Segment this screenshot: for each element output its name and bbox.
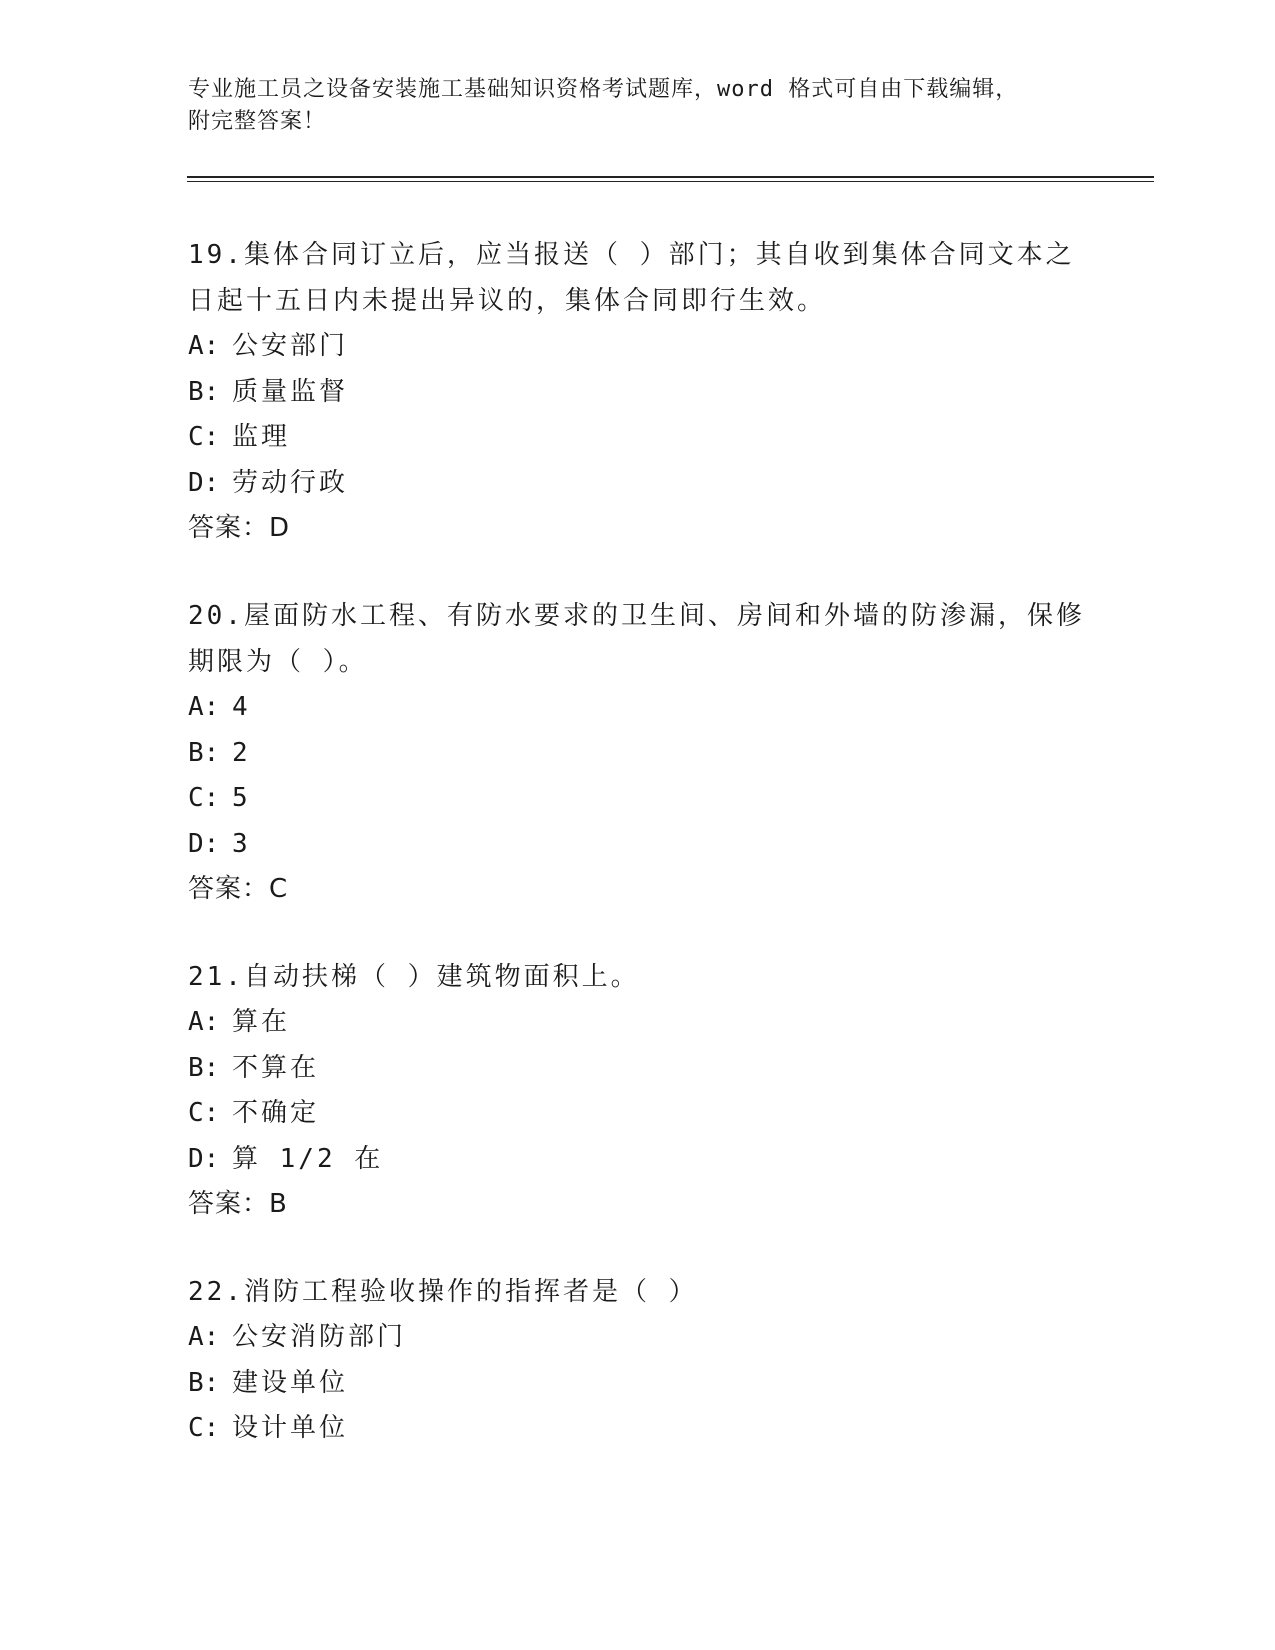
question-21 [188,954,1108,1227]
stem-line: 21.自动扶梯（ ）建筑物面积上。 [188,962,640,992]
option-key: D: [188,828,220,859]
option-text: 算在 [232,1007,291,1037]
option-text: 4 [232,692,251,722]
question-stem [188,232,1108,324]
page-header [188,74,1088,138]
question-stem [188,1269,1108,1315]
option-text: 算 1/2 在 [232,1143,384,1174]
option-key: A: [188,692,220,722]
question-20 [188,593,1108,912]
option-key: C: [188,422,220,452]
option-a [188,1000,1108,1046]
option-key: B: [188,737,220,768]
option-key: C: [188,1098,220,1128]
option-text: 劳动行政 [232,467,349,498]
option-key: D: [188,467,220,498]
question-list [188,232,1108,1494]
question-stem [188,954,1108,1000]
option-text: 不算在 [232,1052,320,1083]
option-c [188,776,1108,822]
option-b [188,370,1108,416]
option-key: D: [188,1143,220,1174]
option-key: B: [188,376,220,407]
stem-line: 日起十五日内未提出异议的，集体合同即行生效。 [188,286,827,316]
option-b [188,731,1108,777]
option-text: 3 [232,828,251,859]
option-text: 公安消防部门 [232,1322,407,1352]
option-key: B: [188,1367,220,1398]
header-divider-thick [187,176,1154,178]
stem-line: 19.集体合同订立后，应当报送（ ）部门；其自收到集体合同文本之 [188,240,1075,270]
option-text: 2 [232,737,251,768]
header-line-2: 附完整答案！ [188,109,327,134]
option-b [188,1361,1108,1407]
stem-line: 22.消防工程验收操作的指挥者是（ ） [188,1277,698,1307]
question-stem [188,593,1108,685]
stem-line: 期限为（ ）。 [188,647,368,677]
option-b [188,1046,1108,1092]
option-text: 建设单位 [232,1367,349,1398]
option-a [188,685,1108,731]
option-c [188,1091,1108,1137]
option-a [188,1315,1108,1361]
option-text: 不确定 [232,1098,320,1128]
option-key: C: [188,783,220,813]
option-text: 5 [232,783,251,813]
answer-line: 答案：B [188,1189,288,1219]
option-key: A: [188,1322,220,1352]
option-text: 质量监督 [232,376,349,407]
option-key: C: [188,1413,220,1443]
option-c [188,415,1108,461]
answer-line: 答案：C [188,874,289,904]
option-key: A: [188,331,220,361]
option-text: 设计单位 [232,1413,349,1443]
header-divider-thin [187,181,1154,182]
header-line-1: 专业施工员之设备安装施工基础知识资格考试题库，word 格式可自由下载编辑， [188,77,1019,102]
answer-line: 答案：D [188,513,291,543]
option-text: 公安部门 [232,331,349,361]
question-19 [188,232,1108,551]
option-d [188,461,1108,507]
option-key: A: [188,1007,220,1037]
option-d [188,1137,1108,1183]
option-key: B: [188,1052,220,1083]
option-c [188,1406,1108,1452]
stem-line: 20.屋面防水工程、有防水要求的卫生间、房间和外墙的防渗漏，保修 [188,601,1085,631]
option-d [188,822,1108,868]
option-a [188,324,1108,370]
question-22 [188,1269,1108,1452]
option-text: 监理 [232,422,291,452]
